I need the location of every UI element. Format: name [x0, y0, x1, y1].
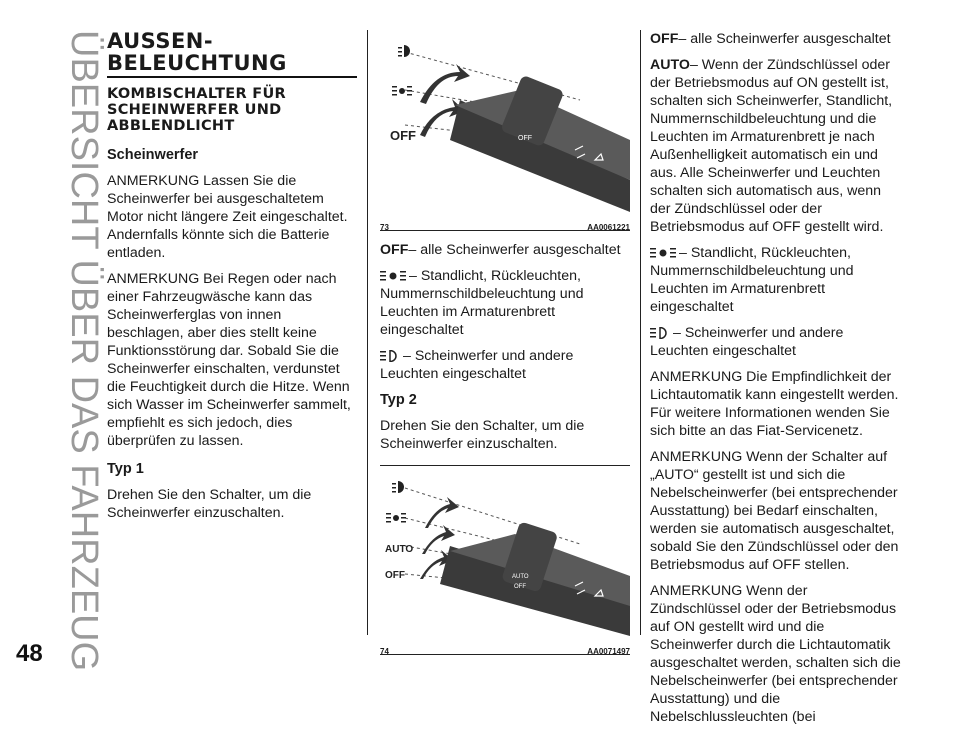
- column-2: [380, 30, 630, 655]
- figure-number: 74: [380, 647, 389, 656]
- column-divider: [367, 30, 368, 635]
- figure-caption: [380, 643, 630, 661]
- column-divider: [640, 30, 641, 635]
- subheading-scheinwerfer: Scheinwerfer: [107, 147, 199, 163]
- figure-code: AA0071497: [587, 647, 630, 656]
- typ1-text: Drehen Sie den Schalter, um die Scheinwerfer einzuschalten.: [107, 487, 312, 521]
- auto-description: AUTO– Wenn der Zündschlüssel oder der Betriebsmodus auf ON gestellt ist, schalten sich Scheinwerfer, Standlicht, Nummernschildbeleuchtung und die Leuchten im Armaturenbrett je nach Außenhelligkeit automatisch ein und aus. Alle Scheinwerfer und Leuchten schalten sich automatisch aus, wenn der Zündschlüssel oder der Betriebsmodus auf OFF gestellt wird.: [650, 57, 893, 235]
- headlight-icon: [398, 45, 410, 57]
- figure-74: [380, 466, 630, 655]
- headlight-description: – Scheinwerfer und andere Leuchten eingeschaltet: [650, 325, 844, 359]
- fig-label-off: OFF: [385, 570, 405, 581]
- note-auto-fog: ANMERKUNG Wenn der Schalter auf „AUTO“ gestellt ist und sich die Nebelscheinwerfer (bei entsprechender Ausstattung) bei Bedarf einschalten, werden sie automatisch ausgeschaltet, sobald Sie den Zündschlüssel oder den Betriebsmodus auf OFF stellen.: [650, 449, 899, 573]
- column-1: [107, 30, 357, 530]
- light-switch-illustration-type1: [380, 30, 630, 212]
- switch-label-auto: AUTO: [512, 574, 529, 580]
- page-number: 48: [16, 640, 43, 667]
- parking-light-icon: [380, 270, 406, 282]
- parking-light-icon: [650, 247, 676, 259]
- main-heading: [107, 30, 357, 78]
- light-switch-illustration-type2: [380, 466, 630, 636]
- rotate-arrow-icon: [420, 64, 470, 104]
- typ1-heading: Typ 1: [107, 461, 144, 477]
- switch-label-off: OFF: [518, 135, 532, 142]
- heading-line2: BELEUCHTUNG: [107, 51, 287, 75]
- figure-caption: [380, 219, 630, 237]
- headlight-icon: [650, 327, 670, 339]
- headlight-icon: [392, 481, 404, 493]
- headlight-icon: [380, 350, 400, 362]
- note-condensation: ANMERKUNG Bei Regen oder nach einer Fahrzeugwäsche kann das Scheinwerferglas von innen beschlagen, aber dies stellt keine Funktionsstörung dar. Sobald Sie die Scheinwerfer einschalten, verdunstet die Feuchtigkeit durch die Hitze. Wenn sich Wasser im Scheinwerfer sammelt, empfiehlt es sich jedoch, dies überprüfen zu lassen.: [107, 271, 351, 449]
- headlight-description: – Scheinwerfer und andere Leuchten eingeschaltet: [380, 348, 574, 382]
- parking-light-icon: [386, 513, 406, 523]
- off-description: OFF– alle Scheinwerfer ausgeschaltet: [650, 31, 891, 47]
- parking-description: – Standlicht, Rückleuchten, Nummernschildbeleuchtung und Leuchten im Armaturenbrett eingeschaltet: [650, 245, 854, 315]
- parking-description: – Standlicht, Rückleuchten, Nummernschildbeleuchtung und Leuchten im Armaturenbrett eingeschaltet: [380, 268, 584, 338]
- heading-line1: AUSSEN-: [107, 29, 214, 53]
- figure-number: 73: [380, 223, 389, 232]
- note-sensitivity: ANMERKUNG Die Empfindlichkeit der Lichtautomatik kann eingestellt werden. Für weitere Informationen wenden Sie sich bitte an das Fiat-Servicenetz.: [650, 369, 899, 439]
- typ2-heading: Typ 2: [380, 392, 417, 408]
- parking-light-icon: [392, 86, 412, 96]
- column-3: [650, 30, 902, 734]
- typ2-text: Drehen Sie den Schalter, um die Scheinwerfer einzuschalten.: [380, 418, 585, 452]
- subheading-kombischalter: KOMBISCHALTER FÜR SCHEINWERFER UND ABBLENDLICHT: [107, 86, 287, 134]
- off-description: OFF– alle Scheinwerfer ausgeschaltet: [380, 242, 621, 258]
- note-battery: ANMERKUNG Lassen Sie die Scheinwerfer bei ausgeschaltetem Motor nicht längere Zeit eingeschaltet. Andernfalls könnte sich die Batterie entladen.: [107, 173, 348, 261]
- figure-code: AA0061221: [587, 223, 630, 232]
- switch-label-off: OFF: [514, 584, 526, 590]
- rotate-arrow-icon: [425, 497, 459, 528]
- side-title-text: ÜBERSICHT ÜBER DAS FAHRZEUG: [63, 30, 105, 672]
- figure-73: [380, 30, 630, 231]
- fig-label-off: OFF: [390, 128, 416, 143]
- note-fog-on: ANMERKUNG Wenn der Zündschlüssel oder der Betriebsmodus auf ON gestellt wird und die Scheinwerfer durch die Lichtautomatik ausgeschaltet werden, schalten sich die Nebelscheinwerfer (bei entsprechender Ausstattung) und die Nebelschlussleuchten (bei: [650, 583, 901, 725]
- fig-label-auto: AUTO: [385, 544, 414, 555]
